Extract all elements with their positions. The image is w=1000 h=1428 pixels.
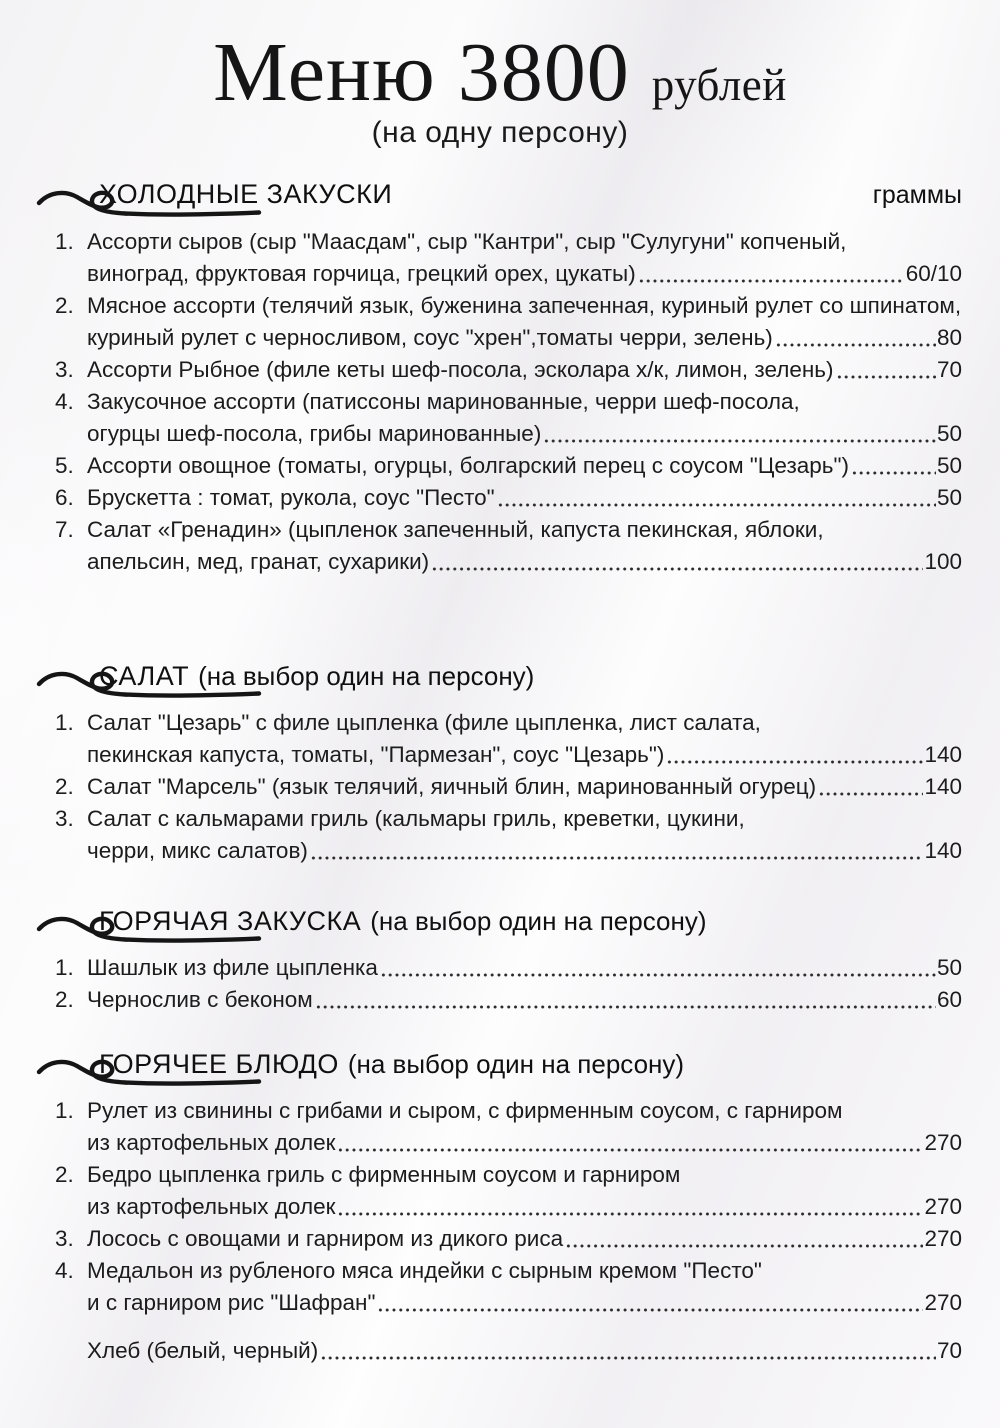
item-last-line	[87, 835, 962, 867]
item-last-line	[87, 739, 962, 771]
item-text-line: Салат «Гренадин» (цыпленок запеченный, капуста пекинская, яблоки,	[87, 516, 824, 542]
item-last-line	[87, 450, 962, 482]
menu-item	[55, 1335, 962, 1367]
menu-item	[55, 1255, 962, 1319]
section-title: ГОРЯЧЕЕ БЛЮДО	[99, 1048, 339, 1079]
item-text-line: Рулет из свинины с грибами и сыром, с фирменным соусом, с гарниром	[87, 1097, 843, 1123]
item-text: Ассорти Рыбное (филе кеты шеф-посола, эсколара х/к, лимон, зелень)	[87, 356, 834, 382]
item-text: Ассорти овощное (томаты, огурцы, болгарский перец с соусом "Цезарь")	[87, 452, 849, 478]
item-body	[87, 1159, 962, 1223]
menu-item	[55, 354, 962, 386]
dot-leader	[380, 958, 936, 984]
item-text: Лосось с овощами и гарниром из дикого риса	[87, 1225, 564, 1251]
item-grams: 70	[936, 1337, 962, 1363]
menu-item	[55, 482, 962, 514]
item-body	[87, 707, 962, 771]
item-last-line	[87, 1223, 962, 1255]
item-grams: 270	[924, 1289, 962, 1315]
dot-leader	[543, 424, 936, 450]
menu-section	[55, 176, 962, 578]
dot-leader	[666, 745, 923, 771]
item-number: 1.	[55, 954, 74, 980]
dot-leader	[320, 1341, 936, 1367]
item-number: 2.	[55, 1161, 74, 1187]
item-number: 2.	[55, 986, 74, 1012]
item-last-line	[87, 984, 962, 1016]
item-last-line	[87, 482, 962, 514]
item-body	[87, 514, 962, 578]
item-number: 3.	[55, 1225, 74, 1251]
item-number: 7.	[55, 516, 74, 542]
dot-leader	[310, 841, 924, 867]
item-grams: 140	[924, 741, 962, 767]
section-title: ХОЛОДНЫЕ ЗАКУСКИ	[99, 178, 393, 209]
dot-leader	[377, 1293, 923, 1319]
item-body	[87, 771, 962, 803]
item-last-line	[87, 771, 962, 803]
item-text: из картофельных долек	[87, 1129, 336, 1155]
section-title: ГОРЯЧАЯ ЗАКУСКА	[99, 905, 362, 936]
item-number: 3.	[55, 356, 74, 382]
item-body	[87, 354, 962, 386]
item-body	[87, 482, 962, 514]
item-grams: 270	[924, 1129, 962, 1155]
item-text-line: Ассорти сыров (сыр "Маасдам", сыр "Кантри", сыр "Сулугуни" копченый,	[87, 228, 847, 254]
item-text: виноград, фруктовая горчица, грецкий орех, цукаты)	[87, 260, 636, 286]
menu-item	[55, 771, 962, 803]
menu-header	[0, 0, 1000, 150]
section-title: САЛАТ	[99, 660, 190, 691]
section-note: (на выбор один на персону)	[198, 660, 535, 691]
item-text: и с гарниром рис "Шафран"	[87, 1289, 376, 1315]
menu-item	[55, 1159, 962, 1223]
section-note: (на выбор один на персону)	[370, 905, 707, 936]
item-grams: 140	[924, 837, 962, 863]
item-text-line: Салат "Цезарь" с филе цыпленка (филе цыпленка, лист салата,	[87, 709, 761, 735]
item-last-line	[87, 1287, 962, 1319]
dot-leader	[337, 1197, 923, 1223]
menu-section	[55, 1046, 962, 1367]
item-grams: 50	[936, 484, 962, 510]
item-grams: 140	[924, 773, 962, 799]
item-last-line	[87, 546, 962, 578]
item-number: 4.	[55, 388, 74, 414]
page-title	[0, 26, 1000, 119]
item-grams: 50	[936, 452, 962, 478]
item-grams: 50	[936, 420, 962, 446]
menu-item	[55, 386, 962, 450]
menu-title-main: Меню 3800	[213, 26, 630, 119]
item-text: огурцы шеф-посола, грибы маринованные)	[87, 420, 542, 446]
item-number: 5.	[55, 452, 74, 478]
menu-item	[55, 952, 962, 984]
item-last-line	[87, 1127, 962, 1159]
menu-title-currency: рублей	[651, 60, 787, 110]
grams-column-header: граммы	[872, 180, 962, 209]
item-grams: 60	[936, 986, 962, 1012]
item-text-line: Салат с кальмарами гриль (кальмары гриль, креветки, цукини,	[87, 805, 745, 831]
section-items	[55, 952, 962, 1016]
section-items	[55, 707, 962, 867]
dot-leader	[431, 552, 923, 578]
menu-section	[55, 658, 962, 867]
item-body	[87, 290, 962, 354]
item-number: 2.	[55, 773, 74, 799]
item-text-line: Мясное ассорти (телячий язык, буженина запеченная, куриный рулет со шпинатом,	[87, 292, 962, 318]
dot-leader	[565, 1229, 923, 1255]
item-number: 1.	[55, 709, 74, 735]
item-number: 1.	[55, 1097, 74, 1123]
item-text: черри, микс салатов)	[87, 837, 308, 863]
item-text: Чернослив с беконом	[87, 986, 313, 1012]
item-last-line	[87, 322, 962, 354]
item-number	[55, 1335, 87, 1367]
item-grams: 70	[936, 356, 962, 382]
item-text-line: Медальон из рубленого мяса индейки с сырным кремом "Песто"	[87, 1257, 762, 1283]
item-body	[87, 1095, 962, 1159]
item-text: Салат "Марсель" (язык телячий, яичный блин, маринованный огурец)	[87, 773, 817, 799]
item-number: 1.	[55, 228, 74, 254]
dot-leader	[775, 328, 936, 354]
item-grams: 270	[924, 1193, 962, 1219]
dot-leader	[818, 777, 923, 803]
item-grams: 50	[936, 954, 962, 980]
item-number: 6.	[55, 484, 74, 510]
dot-leader	[836, 360, 936, 386]
item-last-line	[87, 354, 962, 386]
menu-item	[55, 1223, 962, 1255]
section-header	[55, 903, 962, 939]
item-text: Брускетта : томат, рукола, соус "Песто"	[87, 484, 495, 510]
item-body	[87, 450, 962, 482]
item-last-line	[87, 952, 962, 984]
item-number: 2.	[55, 292, 74, 318]
item-body	[87, 952, 962, 984]
menu-item	[55, 450, 962, 482]
item-last-line	[87, 1335, 962, 1367]
section-header	[55, 1046, 962, 1082]
section-note: (на выбор один на персону)	[347, 1048, 685, 1079]
section-header	[55, 658, 962, 694]
item-text: куриный рулет с черносливом, соус "хрен",томаты черри, зелень)	[87, 324, 773, 350]
item-last-line	[87, 258, 962, 290]
item-body	[87, 984, 962, 1016]
item-grams: 80	[936, 324, 962, 350]
menu-item	[55, 1095, 962, 1159]
item-body	[87, 226, 962, 290]
item-text: Хлеб (белый, черный)	[87, 1337, 319, 1363]
dot-leader	[638, 264, 905, 290]
item-grams: 270	[924, 1225, 962, 1251]
item-body	[87, 803, 962, 867]
dot-leader	[497, 488, 936, 514]
item-last-line	[87, 1191, 962, 1223]
item-body	[87, 1335, 962, 1367]
item-last-line	[87, 418, 962, 450]
menu-section	[55, 903, 962, 1016]
item-body	[87, 386, 962, 450]
item-text: из картофельных долек	[87, 1193, 336, 1219]
menu-item	[55, 984, 962, 1016]
menu-subtitle: (на одну персону)	[371, 115, 629, 149]
item-text: пекинская капуста, томаты, "Пармезан", соус "Цезарь")	[87, 741, 665, 767]
dot-leader	[337, 1133, 923, 1159]
section-items	[55, 226, 962, 578]
menu-item	[55, 803, 962, 867]
item-text-line: Закусочное ассорти (патиссоны маринованные, черри шеф-посола,	[87, 388, 800, 414]
menu-item	[55, 707, 962, 771]
item-text: Шашлык из филе цыпленка	[87, 954, 378, 980]
item-grams: 60/10	[905, 260, 962, 286]
item-text-line: Бедро цыпленка гриль с фирменным соусом и гарниром	[87, 1161, 681, 1187]
menu-item	[55, 514, 962, 578]
sections	[0, 176, 1000, 1367]
item-number: 3.	[55, 805, 74, 831]
dot-leader	[851, 456, 936, 482]
section-items	[55, 1095, 962, 1367]
item-number: 4.	[55, 1257, 74, 1283]
item-grams: 100	[924, 548, 962, 574]
item-body	[87, 1255, 962, 1319]
dot-leader	[315, 990, 936, 1016]
section-header	[55, 176, 962, 213]
item-body	[87, 1223, 962, 1255]
menu-item	[55, 226, 962, 290]
item-text: апельсин, мед, гранат, сухарики)	[87, 548, 430, 574]
menu-item	[55, 290, 962, 354]
